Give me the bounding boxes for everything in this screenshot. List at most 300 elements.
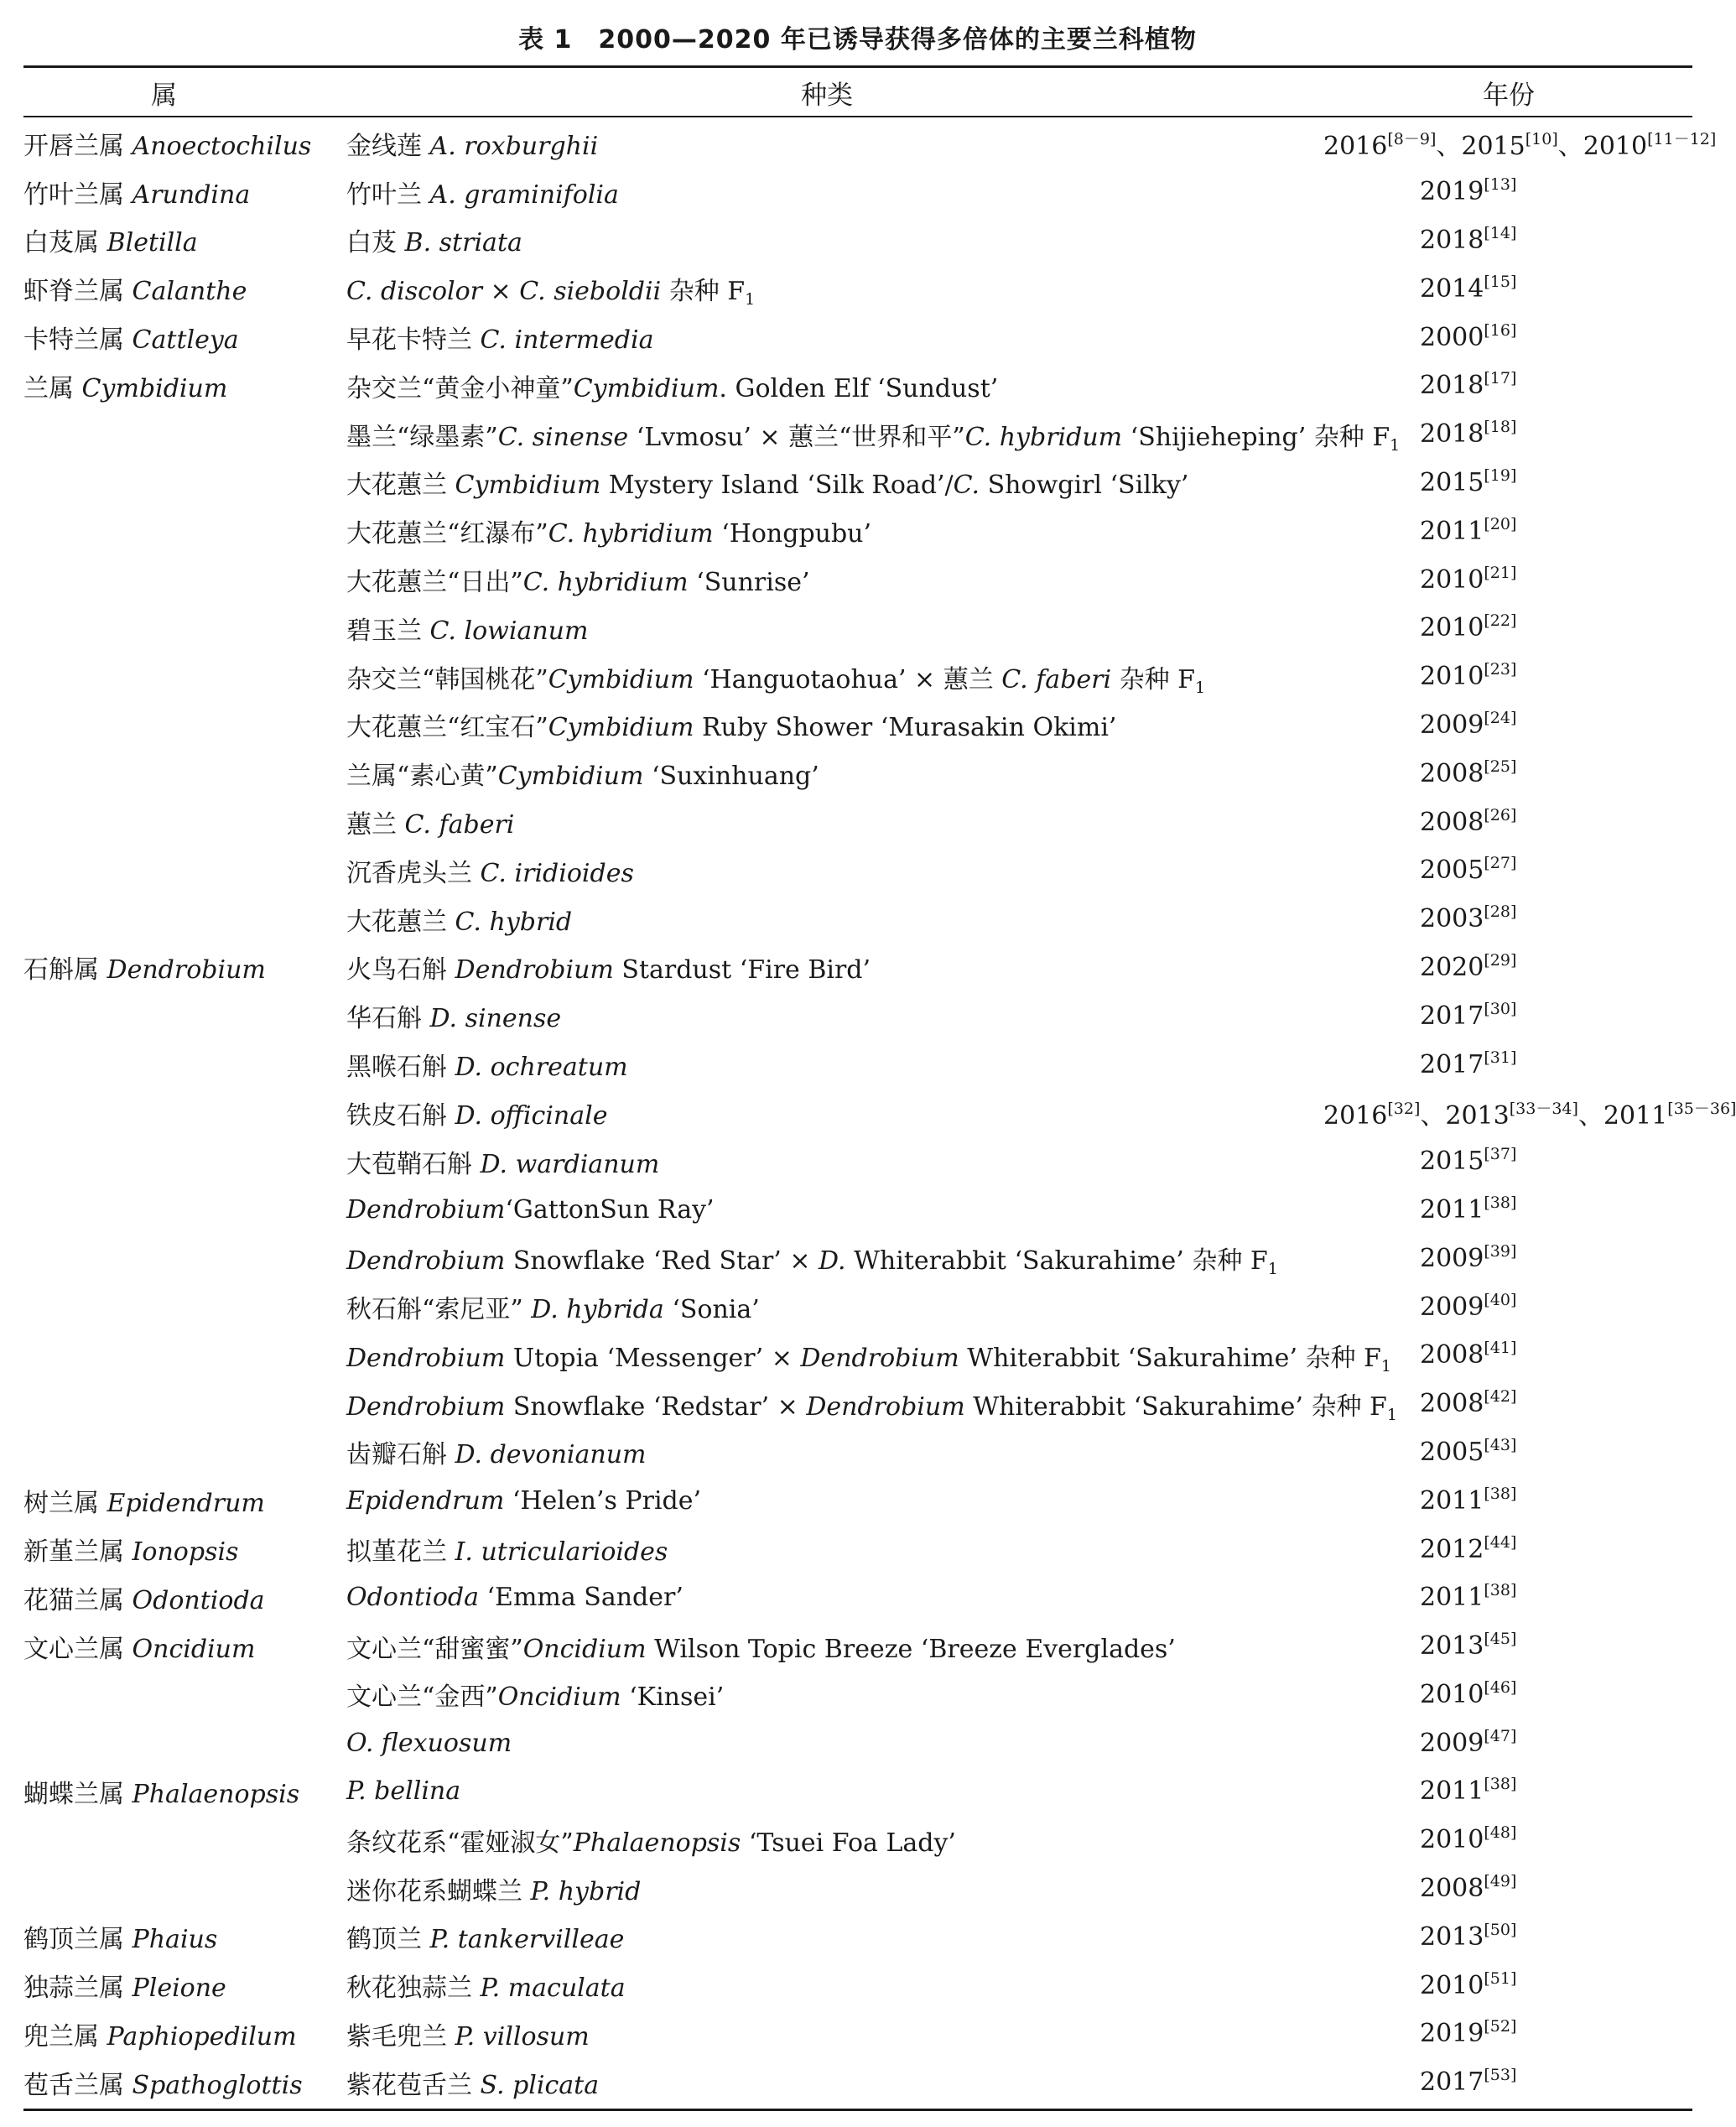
text-segment: D. wardianum: [480, 1149, 660, 1179]
text-segment: D. devonianum: [455, 1440, 647, 1470]
text-segment: 2015: [1420, 1147, 1484, 1177]
table-row: [23, 991, 1692, 1040]
text-segment: Arundina: [132, 179, 251, 210]
text-segment: 2009: [1420, 710, 1484, 740]
text-segment: 卡特兰属: [23, 325, 133, 356]
text-segment: Phaius: [132, 1925, 218, 1955]
text-segment: C. iridioides: [480, 858, 634, 888]
text-segment: 1: [1386, 1405, 1397, 1424]
text-segment: Phalaenopsis: [132, 1779, 300, 1809]
year-cell: [1323, 1186, 1692, 1235]
text-segment: 2016: [1323, 1100, 1388, 1131]
year-cell: [1323, 119, 1717, 168]
year-cell: [1323, 701, 1692, 750]
text-segment: Cymbidium: [573, 373, 720, 403]
species-cell: [346, 1040, 1323, 1089]
year-cell: [1323, 1573, 1692, 1622]
text-segment: ‘Kinsei’: [621, 1682, 725, 1713]
text-segment: Epidendrum: [346, 1485, 505, 1516]
text-segment: Oncidium: [522, 1634, 647, 1664]
table-row: [23, 1573, 1692, 1622]
text-segment: 2010: [1420, 1679, 1484, 1709]
text-segment: ‘Hanguotaohua’ × 蕙兰: [694, 664, 1002, 694]
genus-cell: [23, 944, 346, 992]
year-cell: [1323, 1428, 1692, 1477]
species-cell: [346, 1476, 1323, 1525]
text-segment: Snowflake ‘Red Star’ ×: [505, 1246, 819, 1277]
table-row: [23, 798, 1692, 846]
text-segment: 2005: [1420, 1437, 1484, 1467]
species-cell: [346, 555, 1323, 604]
citation: [41]: [1484, 1339, 1517, 1358]
text-segment: S. plicata: [480, 2070, 600, 2100]
text-segment: ×: [482, 277, 520, 307]
table-row: [23, 1719, 1692, 1767]
text-segment: 2013: [1420, 1631, 1484, 1662]
text-segment: Bletilla: [107, 228, 198, 258]
text-segment: 、2011: [1577, 1100, 1668, 1131]
citation: [26]: [1484, 805, 1517, 824]
table-row: [23, 1671, 1692, 1719]
text-segment: 竹叶兰属: [23, 179, 133, 210]
text-segment: 白芨: [346, 228, 405, 258]
genus-cell: [23, 1912, 346, 1961]
text-segment: Dendrobium: [455, 955, 614, 985]
top-rule: [23, 65, 1692, 68]
table-row: [23, 264, 1692, 313]
table-row: [23, 1040, 1692, 1089]
table-row: [23, 1282, 1692, 1331]
text-segment: Snowflake ‘Redstar’ ×: [505, 1391, 807, 1422]
text-segment: D. officinale: [455, 1100, 608, 1131]
text-segment: C. faberi: [1001, 664, 1112, 694]
genus-cell: [23, 1040, 346, 1089]
table-row: [23, 1089, 1692, 1137]
text-segment: 独蒜兰属: [23, 1974, 133, 2004]
table-row: [23, 555, 1692, 604]
text-segment: 2010: [1420, 662, 1484, 692]
text-segment: 2017: [1420, 1049, 1484, 1079]
text-segment: Showgirl ‘Silky’: [980, 471, 1189, 501]
table-row: [23, 895, 1692, 944]
citation: [8－9]: [1387, 129, 1437, 148]
text-segment: 鹤顶兰属: [23, 1925, 133, 1955]
genus-cell: [23, 846, 346, 895]
text-segment: 2011: [1420, 516, 1484, 546]
text-segment: A. graminifolia: [429, 179, 619, 210]
citation: [53]: [1484, 2066, 1517, 2085]
citation: [46]: [1484, 1677, 1517, 1697]
year-cell: [1323, 1719, 1692, 1767]
text-segment: 竹叶兰: [346, 179, 430, 210]
text-segment: D. sinense: [429, 1004, 562, 1034]
text-segment: 杂种 F: [661, 277, 746, 307]
text-segment: 鹤顶兰: [346, 1925, 430, 1955]
species-cell: [346, 653, 1323, 701]
species-cell: [346, 1282, 1323, 1331]
text-segment: C. intermedia: [480, 325, 654, 356]
header-species: 种类: [801, 81, 853, 111]
citation: [35－36]: [1667, 1099, 1736, 1118]
text-segment: 开唇兰属: [23, 131, 133, 161]
text-segment: ‘GattonSun Ray’: [505, 1194, 715, 1225]
species-cell: [346, 1671, 1323, 1719]
year-cell: [1323, 1137, 1692, 1186]
species-cell: [346, 1186, 1323, 1235]
genus-cell: [23, 2058, 346, 2107]
text-segment: 1: [1390, 435, 1401, 455]
text-segment: 大花蕙兰“红瀑布”: [346, 519, 548, 549]
text-segment: 1: [1380, 1356, 1391, 1376]
text-segment: 苞舌兰属: [23, 2070, 133, 2100]
species-cell: [346, 1428, 1323, 1477]
species-cell: [346, 1961, 1323, 2010]
citation: [23]: [1484, 660, 1517, 679]
text-segment: ‘Suxinhuang’: [643, 762, 819, 792]
text-segment: D.: [819, 1246, 846, 1277]
species-cell: [346, 2010, 1323, 2058]
text-segment: 2012: [1420, 1534, 1484, 1564]
text-segment: ‘Shijieheping’ 杂种 F: [1122, 422, 1390, 452]
text-segment: A. roxburghii: [429, 131, 599, 161]
table-row: [23, 1525, 1692, 1573]
text-segment: 秋石斛“索尼亚”: [346, 1295, 532, 1325]
table-row: [23, 604, 1692, 653]
text-segment: 大花蕙兰: [346, 471, 455, 501]
species-cell: [346, 168, 1323, 216]
genus-cell: [23, 216, 346, 265]
year-cell: [1323, 604, 1692, 653]
genus-cell: [23, 1331, 346, 1380]
citation: [24]: [1484, 708, 1517, 727]
year-cell: [1323, 1622, 1692, 1671]
citation: [43]: [1484, 1435, 1517, 1454]
text-segment: P. villosum: [455, 2021, 590, 2052]
text-segment: P. maculata: [480, 1974, 626, 2004]
species-cell: [346, 459, 1323, 507]
species-cell: [346, 1525, 1323, 1573]
text-segment: 、2015: [1436, 131, 1525, 161]
genus-cell: [23, 895, 346, 944]
genus-cell: [23, 459, 346, 507]
citation: [39]: [1484, 1241, 1517, 1261]
genus-cell: [23, 1476, 346, 1525]
text-segment: Ionopsis: [132, 1537, 239, 1567]
text-segment: Pleione: [132, 1974, 226, 2004]
text-segment: C. discolor: [346, 277, 483, 307]
text-segment: D. hybrida: [531, 1295, 664, 1325]
species-cell: [346, 604, 1323, 653]
species-cell: [346, 991, 1323, 1040]
table-row: [23, 1186, 1692, 1235]
table-row: [23, 1622, 1692, 1671]
text-segment: 石斛属: [23, 955, 107, 985]
text-segment: 蝴蝶兰属: [23, 1779, 133, 1809]
year-cell: [1323, 1282, 1692, 1331]
genus-cell: [23, 1137, 346, 1186]
text-segment: D. ochreatum: [455, 1053, 628, 1083]
genus-cell: [23, 1671, 346, 1719]
text-segment: Phalaenopsis: [573, 1828, 741, 1858]
text-segment: 2011: [1420, 1776, 1484, 1807]
header-year: 年份: [1483, 81, 1535, 111]
text-segment: 2018: [1420, 225, 1484, 255]
text-segment: C. hybrid: [455, 907, 573, 937]
table-body: [23, 119, 1736, 2107]
citation: [19]: [1484, 465, 1517, 485]
text-segment: 2017: [1420, 2067, 1484, 2098]
text-segment: P. bellina: [346, 1776, 461, 1807]
text-segment: P. tankervilleae: [429, 1925, 625, 1955]
text-segment: ‘Hongpubu’: [713, 519, 872, 549]
species-cell: [346, 701, 1323, 750]
text-segment: 2018: [1420, 419, 1484, 450]
year-cell: [1323, 653, 1692, 701]
text-segment: 大花蕙兰“红宝石”: [346, 713, 548, 743]
text-segment: Utopia ‘Messenger’ ×: [505, 1343, 801, 1373]
year-cell: [1323, 264, 1692, 313]
text-segment: 大花蕙兰“日出”: [346, 568, 523, 598]
genus-cell: [23, 1767, 346, 1816]
citation: [45]: [1484, 1630, 1517, 1649]
genus-cell: [23, 1282, 346, 1331]
year-cell: [1323, 216, 1692, 265]
bottom-rule: [23, 2109, 1692, 2111]
year-cell: [1323, 313, 1692, 361]
species-cell: [346, 119, 1323, 168]
genus-cell: [23, 1573, 346, 1622]
text-segment: 兰属: [23, 373, 82, 403]
citation: [16]: [1484, 320, 1517, 340]
text-segment: 2010: [1420, 1825, 1484, 1855]
table-row: [23, 1428, 1692, 1477]
genus-cell: [23, 1525, 346, 1573]
species-cell: [346, 1234, 1323, 1282]
text-segment: 大花蕙兰: [346, 907, 455, 937]
year-cell: [1323, 2058, 1692, 2107]
text-segment: Spathoglottis: [132, 2070, 303, 2100]
text-segment: 2011: [1420, 1583, 1484, 1613]
species-cell: [346, 507, 1323, 555]
text-segment: 2015: [1420, 467, 1484, 497]
text-segment: C. sinense: [497, 422, 629, 452]
text-segment: 早花卡特兰: [346, 325, 481, 356]
genus-cell: [23, 555, 346, 604]
genus-cell: [23, 798, 346, 846]
citation: [32]: [1387, 1099, 1421, 1118]
text-segment: Stardust ‘Fire Bird’: [613, 955, 871, 985]
text-segment: Calanthe: [132, 277, 247, 307]
text-segment: Dendrobium: [346, 1391, 506, 1422]
text-segment: Odontioda: [346, 1583, 479, 1613]
text-segment: 2017: [1420, 1001, 1484, 1031]
genus-cell: [23, 653, 346, 701]
citation: [10]: [1525, 129, 1558, 148]
species-cell: [346, 216, 1323, 265]
year-cell: [1323, 1476, 1692, 1525]
year-cell: [1323, 846, 1692, 895]
text-segment: Cymbidium: [455, 471, 601, 501]
year-cell: [1323, 1767, 1692, 1816]
text-segment: Whiterabbit ‘Sakurahime’ 杂种 F: [959, 1343, 1381, 1373]
citation: [38]: [1484, 1775, 1517, 1794]
species-cell: [346, 749, 1323, 798]
text-segment: 条纹花系“霍娅淑女”: [346, 1828, 574, 1858]
text-segment: 2011: [1420, 1194, 1484, 1225]
citation: [15]: [1484, 272, 1517, 291]
year-cell: [1323, 555, 1692, 604]
species-cell: [346, 1816, 1323, 1864]
citation: [20]: [1484, 514, 1517, 533]
text-segment: ‘Tsuei Foa Lady’: [741, 1828, 956, 1858]
genus-cell: [23, 507, 346, 555]
text-segment: P. hybrid: [530, 1876, 642, 1906]
table-row: [23, 1137, 1692, 1186]
genus-cell: [23, 991, 346, 1040]
citation: [22]: [1484, 611, 1517, 631]
year-cell: [1323, 2010, 1692, 2058]
genus-cell: [23, 604, 346, 653]
text-segment: 文心兰“金西”: [346, 1682, 498, 1713]
text-segment: 兜兰属: [23, 2021, 107, 2052]
year-cell: [1323, 168, 1692, 216]
text-segment: ‘Emma Sander’: [478, 1583, 683, 1613]
text-segment: 2008: [1420, 758, 1484, 788]
table-row: [23, 846, 1692, 895]
text-segment: Dendrobium: [346, 1246, 506, 1277]
citation: [17]: [1484, 369, 1517, 388]
species-cell: [346, 1719, 1323, 1767]
text-segment: 兰属“素心黄”: [346, 762, 498, 792]
text-segment: 2008: [1420, 1389, 1484, 1419]
citation: [28]: [1484, 902, 1517, 922]
genus-cell: [23, 1622, 346, 1671]
genus-cell: [23, 1089, 346, 1137]
table-row: [23, 653, 1692, 701]
species-cell: [346, 313, 1323, 361]
year-cell: [1323, 459, 1692, 507]
species-cell: [346, 1380, 1397, 1428]
table-row: [23, 313, 1692, 361]
citation: [31]: [1484, 1048, 1517, 1067]
citation: [42]: [1484, 1387, 1517, 1407]
text-segment: ‘Sonia’: [663, 1295, 760, 1325]
text-segment: 紫花苞舌兰: [346, 2070, 481, 2100]
text-segment: ‘Lvmosu’ × 蕙兰“世界和平”: [628, 422, 965, 452]
text-segment: C. sieboldii: [519, 277, 662, 307]
genus-cell: [23, 313, 346, 361]
text-segment: C.: [953, 471, 980, 501]
citation: [44]: [1484, 1532, 1517, 1552]
text-segment: C. hybridium: [548, 519, 714, 549]
citation: [47]: [1484, 1726, 1517, 1745]
text-segment: 墨兰“绿墨素”: [346, 422, 498, 452]
text-segment: B. striata: [404, 228, 522, 258]
table-row: [23, 2010, 1692, 2058]
header-genus: 属: [151, 81, 177, 111]
year-cell: [1323, 798, 1692, 846]
genus-cell: [23, 410, 346, 459]
table-row: [23, 1234, 1692, 1282]
text-segment: Dendrobium: [806, 1391, 965, 1422]
citation: [40]: [1484, 1290, 1517, 1309]
text-segment: C. faberi: [404, 810, 515, 840]
species-cell: [346, 1622, 1323, 1671]
text-segment: 金线莲: [346, 131, 430, 161]
text-segment: 2005: [1420, 855, 1484, 886]
year-cell: [1323, 944, 1692, 992]
text-segment: Dendrobium: [800, 1343, 959, 1373]
citation: [30]: [1484, 999, 1517, 1018]
table-row: [23, 1912, 1692, 1961]
text-segment: 、2010: [1557, 131, 1648, 161]
species-cell: [346, 1089, 1323, 1137]
table-row: [23, 1476, 1692, 1525]
year-cell: [1323, 1912, 1692, 1961]
text-segment: 2013: [1420, 1922, 1484, 1952]
text-segment: 1: [1194, 678, 1206, 697]
species-cell: [346, 1331, 1391, 1380]
genus-cell: [23, 264, 346, 313]
text-segment: 黑喉石斛: [346, 1053, 455, 1083]
text-segment: 2019: [1420, 177, 1484, 207]
species-cell: [346, 1864, 1323, 1913]
species-cell: [346, 895, 1323, 944]
text-segment: 2019: [1420, 2019, 1484, 2049]
citation: [14]: [1484, 223, 1517, 242]
citation: [37]: [1484, 1145, 1517, 1164]
text-segment: 2008: [1420, 1340, 1484, 1370]
genus-cell: [23, 1864, 346, 1913]
text-segment: ‘Sunrise’: [688, 568, 810, 598]
genus-cell: [23, 1719, 346, 1767]
year-cell: [1323, 1040, 1692, 1089]
year-cell: [1323, 361, 1692, 410]
text-segment: C. hybridum: [964, 422, 1123, 452]
text-segment: 华石斛: [346, 1004, 430, 1034]
year-cell: [1323, 1816, 1692, 1864]
citation: [25]: [1484, 757, 1517, 776]
citation: [13]: [1484, 175, 1517, 195]
table-row: [23, 507, 1692, 555]
table-row: [23, 459, 1692, 507]
text-segment: Oncidium: [497, 1682, 621, 1713]
text-segment: C. hybridium: [522, 568, 689, 598]
text-segment: I. utricularioides: [455, 1537, 668, 1567]
genus-cell: [23, 2010, 346, 2058]
citation: [51]: [1484, 1968, 1517, 1988]
text-segment: 沉香虎头兰: [346, 858, 481, 888]
text-segment: Cymbidium: [548, 664, 694, 694]
year-cell: [1323, 1961, 1692, 2010]
species-cell: [346, 361, 1323, 410]
species-cell: [346, 1137, 1323, 1186]
citation: [50]: [1484, 1920, 1517, 1939]
text-segment: Oncidium: [132, 1634, 256, 1664]
genus-cell: [23, 1428, 346, 1477]
table-row: [23, 1816, 1692, 1864]
text-segment: 大苞鞘石斛: [346, 1149, 481, 1179]
text-segment: 白芨属: [23, 228, 107, 258]
genus-cell: [23, 1380, 346, 1428]
citation: [27]: [1484, 854, 1517, 873]
table-row: [23, 168, 1692, 216]
table-row: [23, 1864, 1692, 1913]
year-cell: [1323, 507, 1692, 555]
text-segment: 杂交兰“黄金小神童”: [346, 373, 574, 403]
text-segment: 火鸟石斛: [346, 955, 455, 985]
text-segment: 2010: [1420, 613, 1484, 643]
